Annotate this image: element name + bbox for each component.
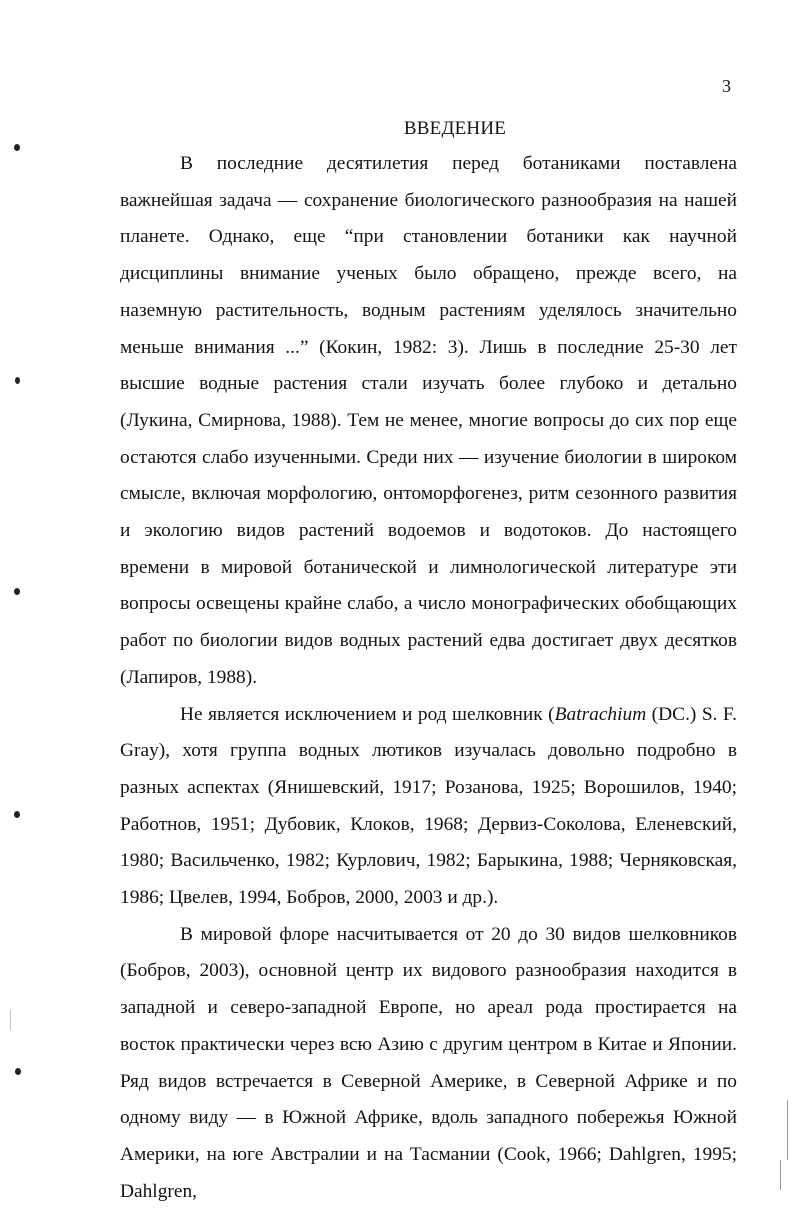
paragraph-1: В последние десятилетия перед ботаниками поставлена важнейшая задача — сохранение биологического разнообразия на нашей планете. Однако, еще “при становлении ботаники как научной дисциплины внимание ученых было обращено, прежде всего, на наземную растительность, водным растениям уделялось значительно меньше внимания ...” (Кокин, 1982: 3). Лишь в последние 25-30 лет высшие водные растения стали изучать более глубоко и детально (Лукина, Смирнова, 1988). Тем не менее, многие вопросы до сих пор еще остаются слабо изученными. Среди них — изучение биологии в широком смысле, включая морфологию, онтоморфогенез, ритм сезонного развития и экологию видов растений водоемов и водотоков. До настоящего времени в мировой ботанической и лимнологической литературе эти вопросы освещены крайне слабо, а число монографических обобщающих работ по биологии видов водных растений едва достигает двух десятков (Лапиров, 1988). <box>120 153 737 688</box>
document-body <box>120 146 737 1210</box>
paragraph-2 <box>120 697 737 917</box>
genus-name: Batrachium <box>554 703 647 725</box>
page-number: 3 <box>722 76 731 96</box>
margin-dot-2 <box>15 377 20 384</box>
paragraph-2-text-after: (DC.) S. F. Gray), хотя группа водных лютиков изучалась довольно подробно в разных аспектах (Янишевский, 1917; Розанова, 1925; Ворошилов, 1940; Работнов, 1951; Дубовик, Клоков, 1968; Дервиз-Соколова, Еленевский, 1980; Васильченко, 1982; Курлович, 1982; Барыкина, 1988; Черняковская, 1986; Цвелев, 1994, Бобров, 2000, 2003 и др.). <box>120 703 738 909</box>
margin-dot-5 <box>15 1068 21 1075</box>
page-title: ВВЕДЕНИЕ <box>403 118 507 139</box>
margin-dot-4 <box>14 811 20 818</box>
paragraph-3: В мировой флоре насчитывается от 20 до 30 видов шелковников (Бобров, 2003), основной центр их видового разнообразия находится в западной и северо-западной Европе, но ареал рода простирается на восток практически через всю Азию с другим центром в Китае и Японии. Ряд видов встречается в Северной Америке, в Северной Африке и по одному виду — в Южной Африке, вдоль западного побережья Южной Америки, на юге Австралии и на Тасмании (Cook, 1966; Dahlgren, 1995; Dahlgren, <box>120 923 737 1202</box>
margin-dot-1 <box>14 144 20 151</box>
margin-dot-3 <box>14 588 20 595</box>
scan-edge-mark-1 <box>787 1100 788 1160</box>
scan-edge-mark-2 <box>780 1160 781 1190</box>
paragraph-2-text-before: Не является исключением и род шелковник ( <box>180 703 555 725</box>
scan-edge-mark-3 <box>10 1010 11 1030</box>
